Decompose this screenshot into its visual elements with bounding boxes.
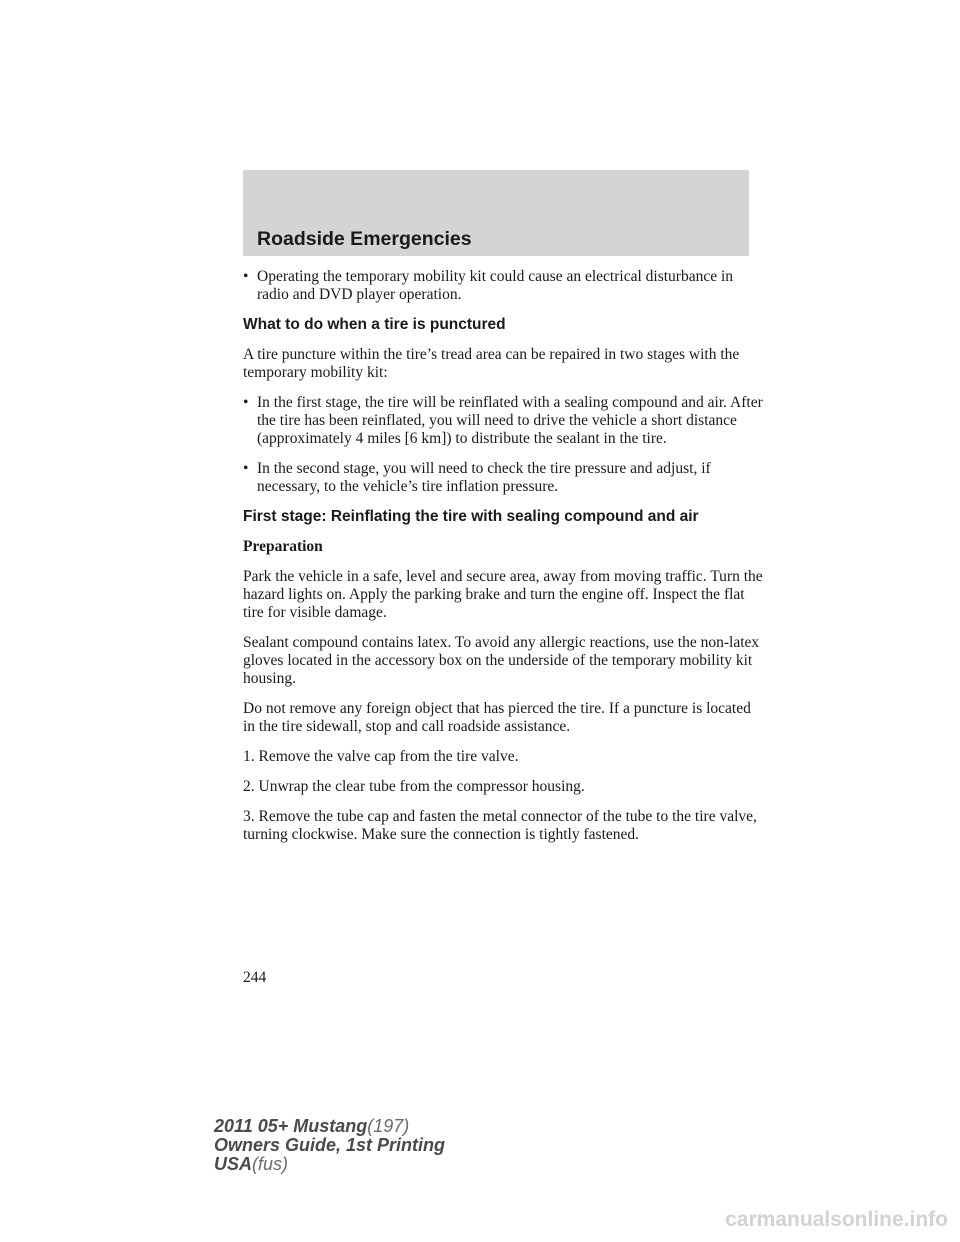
footer-line: [214, 1117, 445, 1136]
subheading-preparation: Preparation: [243, 538, 323, 555]
step-item: 1. Remove the valve cap from the tire valve.: [243, 748, 519, 765]
footer-region: USA: [214, 1154, 253, 1174]
paragraph: Park the vehicle in a safe, level and secure area, away from moving traffic. Turn the hazard lights on. Apply the parking brake and turn the engine off. Inspect the flat tire for visible damage.: [243, 568, 763, 621]
footer-line: [214, 1155, 445, 1174]
bullet-item: [243, 394, 763, 448]
page-content: [243, 268, 763, 856]
section-header-band: [243, 170, 749, 256]
heading-punctured: What to do when a tire is punctured: [243, 316, 506, 333]
paragraph-puncture: A tire puncture within the tire’s tread area can be repaired in two stages with the temporary mobility kit:: [243, 346, 740, 381]
step-item: 2. Unwrap the clear tube from the compressor housing.: [243, 778, 585, 795]
bullet-text: In the first stage, the tire will be reinflated with a sealing compound and air. After the tire has been reinflated, you will need to drive the vehicle a short distance (approximately 4 miles [6 km]) to distribute the sealant in the tire.: [257, 394, 763, 447]
bullet-icon: •: [243, 268, 249, 285]
footer-printing: Owners Guide, 1st Printing: [214, 1135, 446, 1155]
bullet-text: Operating the temporary mobility kit could cause an electrical disturbance in radio and DVD player operation.: [257, 268, 734, 303]
step-item: 3. Remove the tube cap and fasten the metal connector of the tube to the tire valve, turning clockwise. Make sure the connection is tightly fastened.: [243, 808, 757, 843]
page-number: 244: [243, 969, 267, 986]
footer-model-code: (197): [367, 1116, 410, 1136]
footer-region-code: (fus): [252, 1154, 289, 1174]
section-title: Roadside Emergencies: [257, 228, 472, 250]
heading-first-stage: First stage: Reinflating the tire with sealing compound and air: [243, 508, 699, 525]
bullet-item: [243, 460, 763, 496]
document-footer: [214, 1117, 445, 1174]
bullet-item: [243, 268, 763, 304]
footer-model: 2011 05+ Mustang: [214, 1116, 368, 1136]
footer-line: [214, 1136, 445, 1155]
paragraph: Do not remove any foreign object that has pierced the tire. If a puncture is located in the tire sidewall, stop and call roadside assistance.: [243, 700, 751, 735]
watermark-text: carmanualsonline.info: [725, 1208, 948, 1231]
bullet-icon: •: [243, 460, 249, 477]
bullet-icon: •: [243, 394, 249, 411]
bullet-text: In the second stage, you will need to check the tire pressure and adjust, if necessary, to the vehicle’s tire inflation pressure.: [257, 460, 711, 495]
paragraph: Sealant compound contains latex. To avoid any allergic reactions, use the non-latex gloves located in the accessory box on the underside of the temporary mobility kit housing.: [243, 634, 760, 687]
